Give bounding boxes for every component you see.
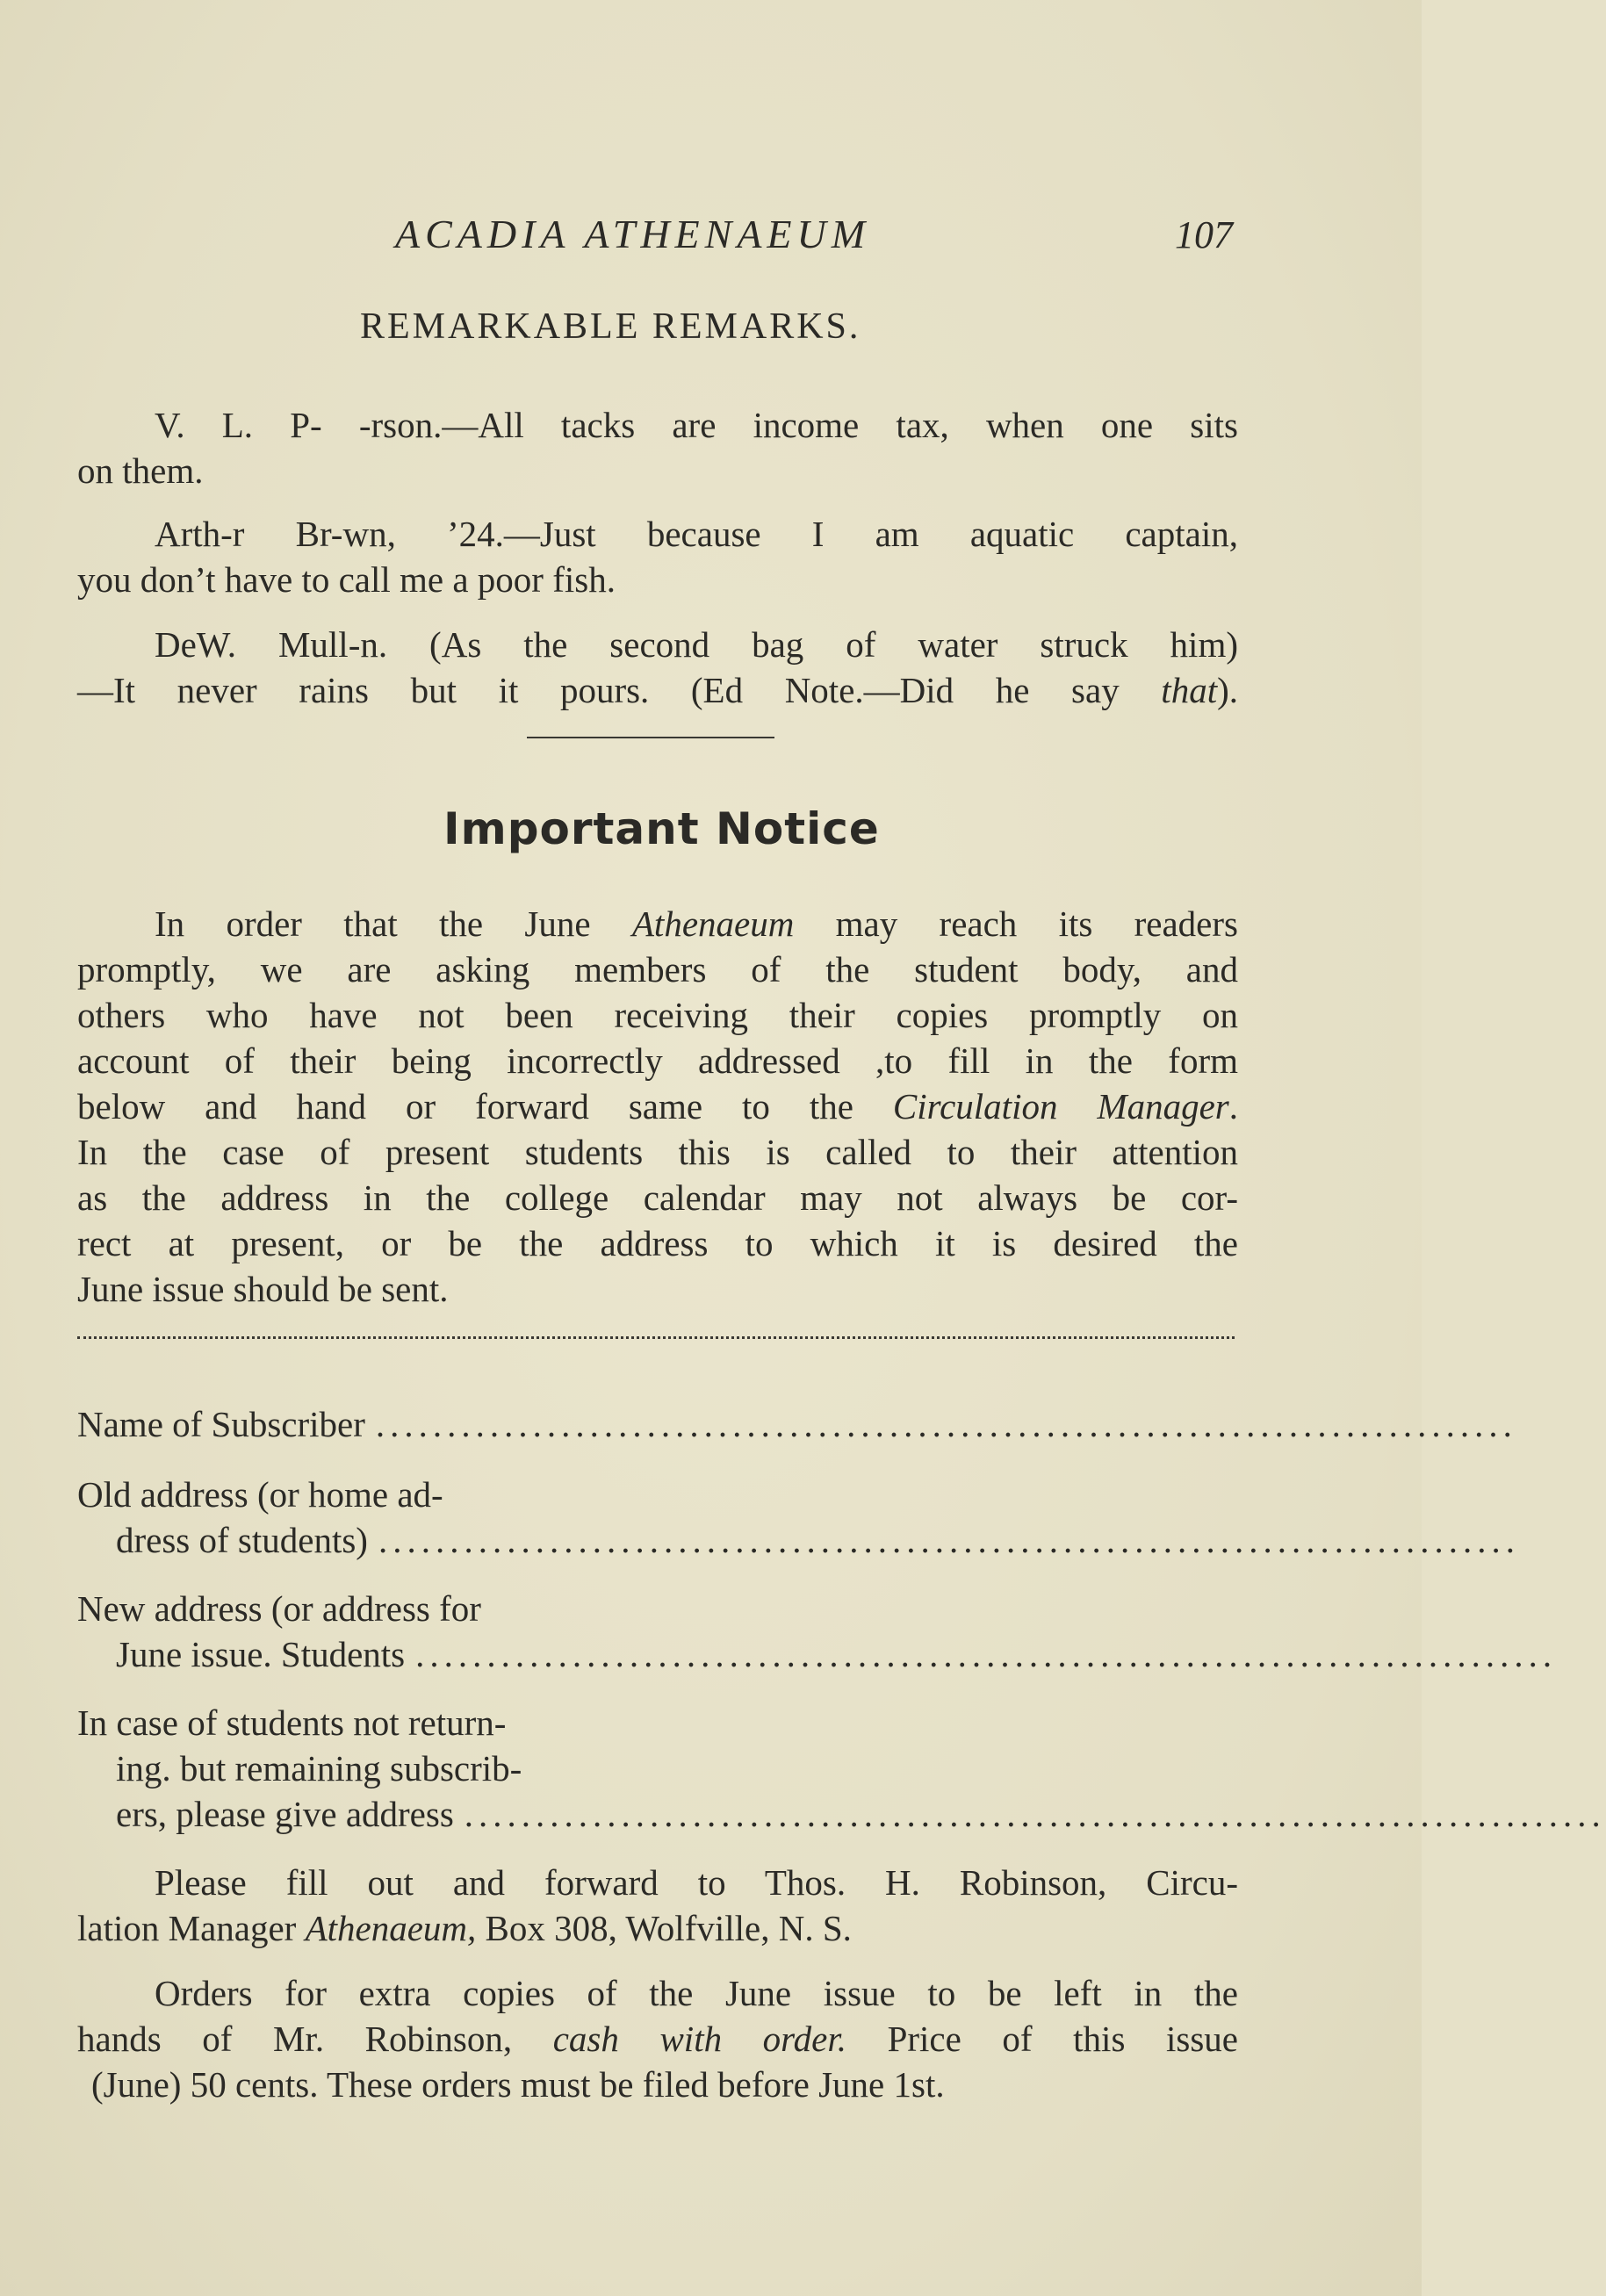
old-address-blank[interactable]: ................................................................................ — [378, 1520, 1520, 1560]
non-returning-address-field[interactable] — [77, 1700, 1606, 1837]
notice-italic-circulation-manager: Circulation Manager — [892, 1086, 1229, 1126]
notice-italic-athenaeum: Athenaeum — [631, 903, 795, 944]
notice-line-text: . — [1228, 1086, 1238, 1126]
name-field-blank[interactable]: ................................................................................ — [375, 1404, 1517, 1444]
remark-2-line2: you don’t have to call me a poor fish. — [77, 559, 616, 600]
notice-line: others who have not been receiving their copies promptly on — [77, 995, 1238, 1035]
section-divider — [527, 737, 774, 738]
notice-heading: Important Notice — [443, 803, 880, 854]
notice-line-text: may reach its readers — [794, 903, 1238, 944]
remark-3 — [77, 622, 1238, 713]
orders-line2 — [77, 2016, 1238, 2062]
remark-2-line1: Arth-r Br-wn, ’24.—Just because I am aquatic captain, — [155, 514, 1238, 554]
old-address-label-line1: Old address (or home ad- — [77, 1474, 443, 1515]
remark-3-line2 — [77, 667, 1238, 713]
notice-paragraph — [77, 901, 1238, 1312]
old-address-field[interactable] — [77, 1472, 1520, 1563]
remark-3-italic: that — [1161, 670, 1218, 710]
notice-line — [77, 1083, 1238, 1129]
orders-text: Price of this issue — [846, 2019, 1238, 2059]
remark-1-line2: on them. — [77, 450, 204, 491]
orders-line1: Orders for extra copies of the June issue to be left in the — [155, 1973, 1238, 2013]
name-field-label: Name of Subscriber — [77, 1404, 365, 1444]
orders-text: hands of Mr. Robinson, — [77, 2019, 553, 2059]
orders-line3: (June) 50 cents. These orders must be filed before June 1st. — [91, 2064, 945, 2105]
notice-line: In the case of present students this is called to their attention — [77, 1132, 1238, 1172]
notice-line-text: In order that the June — [155, 903, 632, 944]
remark-1-line1: V. L. P- -rson.—All tacks are income tax, when one sits — [155, 405, 1238, 445]
orders-italic: cash with order. — [552, 2019, 846, 2059]
instructions-text: lation Manager — [77, 1908, 306, 1948]
running-header-title: ACADIA ATHENAEUM — [395, 212, 871, 256]
notice-line: June issue should be sent. — [77, 1269, 449, 1309]
orders-paragraph — [77, 1970, 1238, 2107]
remark-3-line2-end: ). — [1217, 670, 1238, 710]
notice-line: as the address in the college calendar may not always be cor- — [77, 1177, 1238, 1218]
cut-line — [77, 1336, 1235, 1339]
instructions-line1: Please fill out and forward to Thos. H. Robinson, Circu- — [155, 1862, 1238, 1903]
notice-line: rect at present, or be the address to which it is desired the — [77, 1223, 1238, 1263]
name-field[interactable] — [77, 1401, 1517, 1447]
page-number: 107 — [1175, 213, 1233, 256]
case-label-line3: ers, please give address — [116, 1794, 454, 1834]
old-address-label-line2: dress of students) — [116, 1520, 368, 1560]
new-address-blank[interactable]: ................................................................................ — [415, 1634, 1558, 1674]
remarks-heading: REMARKABLE REMARKS. — [360, 306, 861, 347]
remark-3-line1: DeW. Mull-n. (As the second bag of water struck him) — [155, 624, 1238, 665]
case-label-line1: In case of students not return- — [77, 1702, 507, 1743]
notice-line — [77, 901, 1238, 946]
instructions-line2 — [77, 1905, 1238, 1951]
instructions-italic: Athenaeum, — [305, 1908, 477, 1948]
remark-3-line2-text: —It never rains but it pours. (Ed Note.—Did he say — [77, 670, 1162, 710]
notice-line: account of their being incorrectly addressed ,to fill in the form — [77, 1040, 1238, 1081]
remark-2 — [77, 511, 1238, 602]
new-address-label-line1: New address (or address for — [77, 1588, 481, 1629]
subscriber-form — [77, 1401, 1517, 1447]
forwarding-instructions — [77, 1860, 1238, 1951]
new-address-field[interactable] — [77, 1586, 1558, 1677]
remark-1 — [77, 402, 1238, 493]
notice-line: promptly, we are asking members of the student body, and — [77, 949, 1238, 990]
instructions-address: Box 308, Wolfville, N. S. — [476, 1908, 852, 1948]
notice-line-text: below and hand or forward same to the — [77, 1086, 893, 1126]
case-label-line2: ing. but remaining subscrib- — [116, 1748, 522, 1789]
non-returning-address-blank[interactable]: ................................................................................ — [464, 1794, 1606, 1834]
new-address-label-line2: June issue. Students — [116, 1634, 406, 1674]
